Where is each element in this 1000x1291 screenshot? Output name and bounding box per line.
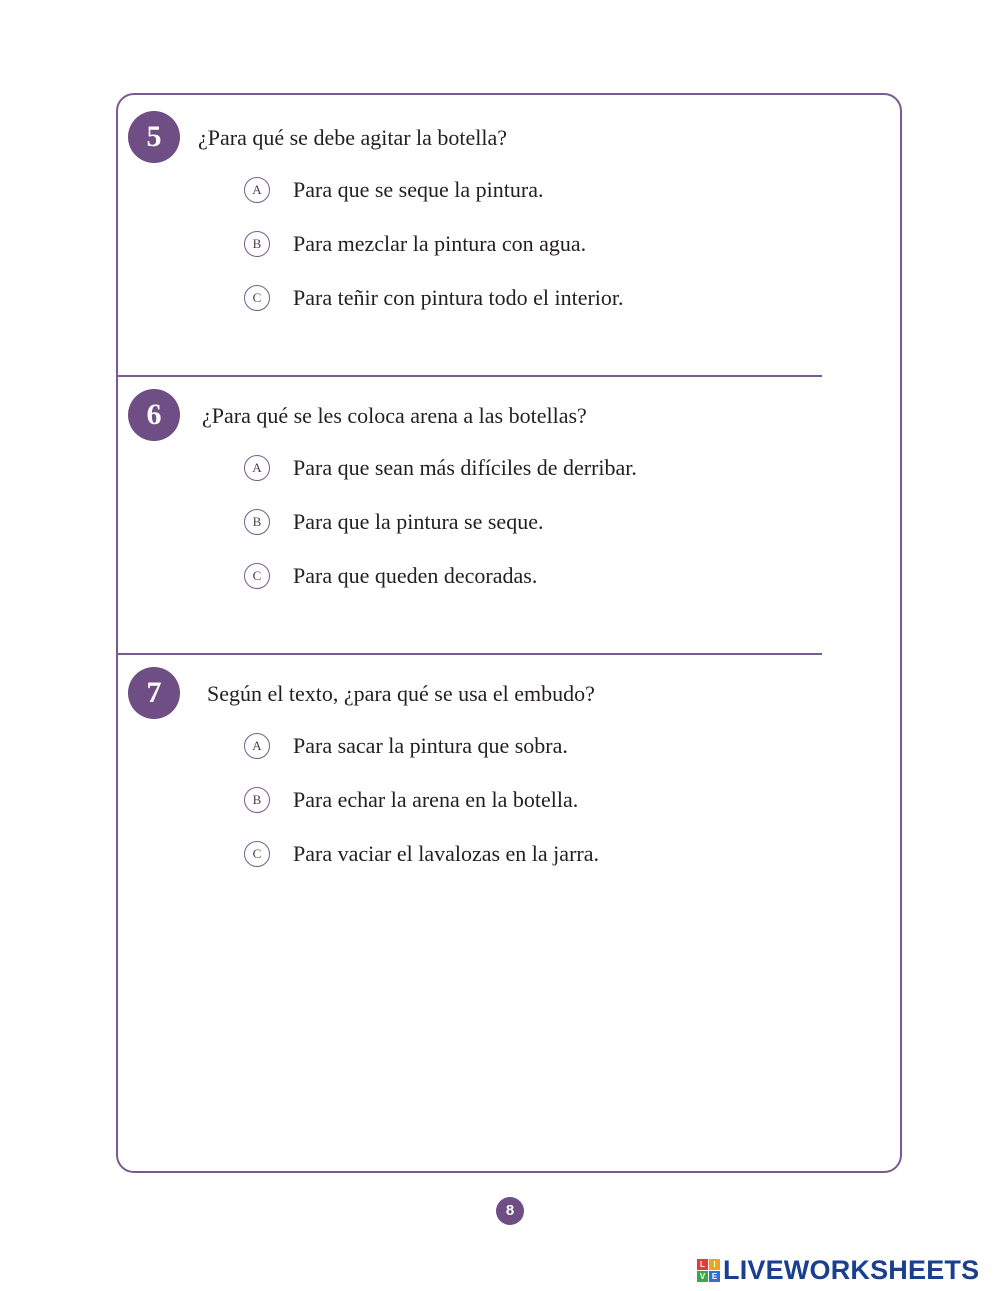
option-a[interactable]	[244, 453, 637, 483]
option-a[interactable]	[244, 175, 543, 205]
question-number-badge: 7	[128, 667, 180, 719]
option-circle[interactable]: A	[244, 177, 270, 203]
option-a[interactable]	[244, 731, 568, 761]
page-number-badge: 8	[496, 1197, 524, 1225]
option-circle[interactable]: B	[244, 231, 270, 257]
option-text: Para que sean más difíciles de derribar.	[293, 455, 637, 480]
option-c[interactable]	[244, 283, 624, 313]
option-circle[interactable]: A	[244, 733, 270, 759]
logo-blocks-icon	[697, 1259, 720, 1282]
liveworksheets-logo	[697, 1255, 979, 1285]
option-circle[interactable]: B	[244, 787, 270, 813]
option-text: Para echar la arena en la botella.	[293, 787, 579, 812]
option-text: Para teñir con pintura todo el interior.	[293, 285, 624, 310]
option-c[interactable]	[244, 839, 599, 869]
option-b[interactable]	[244, 785, 578, 815]
option-text: Para que la pintura se seque.	[293, 509, 544, 534]
question-text: ¿Para qué se les coloca arena a las botellas?	[202, 403, 587, 428]
option-text: Para mezclar la pintura con agua.	[293, 231, 587, 256]
option-circle[interactable]: B	[244, 509, 270, 535]
section-divider	[116, 653, 822, 655]
question-number-badge: 6	[128, 389, 180, 441]
option-b[interactable]	[244, 507, 543, 537]
logo-block: V	[697, 1271, 708, 1282]
logo-block: E	[709, 1271, 720, 1282]
option-text: Para sacar la pintura que sobra.	[293, 733, 568, 758]
question-text: ¿Para qué se debe agitar la botella?	[198, 125, 508, 150]
option-circle[interactable]: C	[244, 841, 270, 867]
option-text: Para que queden decoradas.	[293, 563, 538, 588]
option-b[interactable]	[244, 229, 586, 259]
option-circle[interactable]: A	[244, 455, 270, 481]
logo-block: I	[709, 1259, 720, 1270]
option-text: Para vaciar el lavalozas en la jarra.	[293, 841, 599, 866]
option-circle[interactable]: C	[244, 563, 270, 589]
question-text: Según el texto, ¿para qué se usa el embudo?	[207, 681, 595, 706]
section-divider	[116, 375, 822, 377]
option-circle[interactable]: C	[244, 285, 270, 311]
logo-block: L	[697, 1259, 708, 1270]
question-number-badge: 5	[128, 111, 180, 163]
option-c[interactable]	[244, 561, 537, 591]
option-text: Para que se seque la pintura.	[293, 177, 544, 202]
logo-text: LIVEWORKSHEETS	[723, 1254, 980, 1285]
